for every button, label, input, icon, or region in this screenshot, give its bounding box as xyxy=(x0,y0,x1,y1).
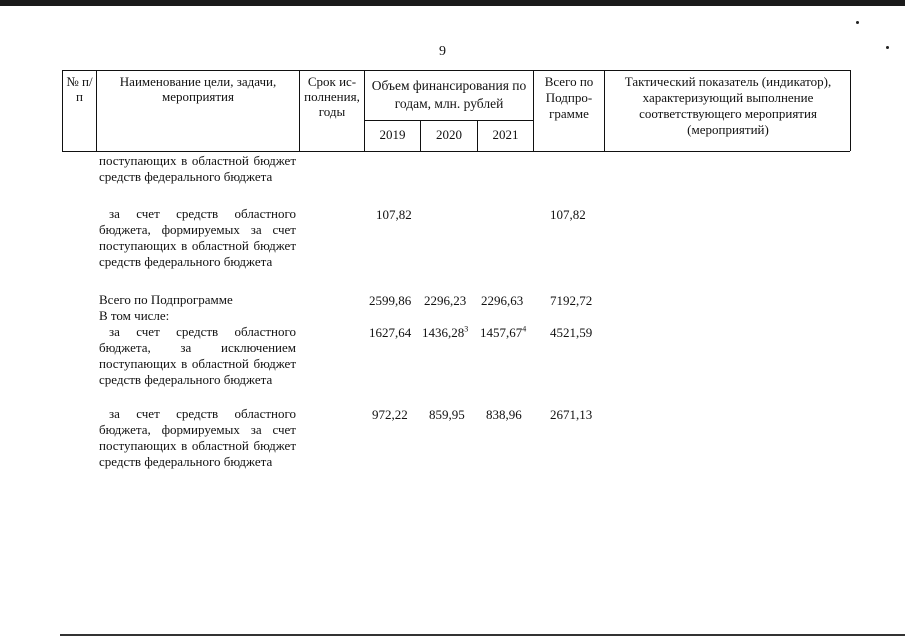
header-year-2019: 2019 xyxy=(379,127,406,142)
value-2021: 2296,63 xyxy=(481,293,524,308)
value-2021: 1457,67$^4$ xyxy=(480,324,527,340)
row-name: поступающих в областной бюджет средств федерального бюджета xyxy=(99,153,296,184)
scan-top-border xyxy=(0,0,905,6)
years-subheader-border xyxy=(364,120,533,121)
header-year-2020: 2020 xyxy=(436,127,462,142)
row-name: за счет средств областного бюджета, за исключением поступающих в областной бюджет средств федерального бюджета xyxy=(99,324,296,387)
header-col-total: Всего по Подпро-грамме xyxy=(544,74,594,121)
scan-speck xyxy=(856,21,859,24)
value-2021: 838,96 xyxy=(486,407,522,422)
value-2020: 1436,28$^3$ xyxy=(422,324,469,340)
table-top-border xyxy=(62,70,850,71)
value-total: 4521,59 xyxy=(550,325,593,340)
value-total: 107,82 xyxy=(550,207,586,222)
table-right-border xyxy=(850,70,851,151)
col-divider xyxy=(604,70,605,151)
header-col-number: № п/п xyxy=(66,74,93,104)
header-col-name: Наименование цели, задачи, мероприятия xyxy=(119,74,277,104)
page-number: 9 xyxy=(439,44,446,59)
col-divider xyxy=(533,70,534,151)
row-name: за счет средств областного бюджета, формируемых за счет поступающих в областной бюджет средств федерального бюджета xyxy=(99,406,296,469)
header-col-funding: Объем финансирования по годам, млн. рублей xyxy=(371,78,527,111)
value-2019: 1627,64 xyxy=(369,325,412,340)
header-year-2021: 2021 xyxy=(492,127,519,142)
row-name: за счет средств областного бюджета, формируемых за счет поступающих в областной бюджет средств федерального бюджета xyxy=(99,206,296,269)
table-header-bottom-border xyxy=(62,151,850,152)
value-total: 2671,13 xyxy=(550,407,593,422)
row-name: В том числе: xyxy=(99,308,170,323)
scan-speck xyxy=(886,46,889,49)
header-col-indicator: Тактический показатель (индикатор), характеризующий выполнение соответствующего мероприятия (мероприятий) xyxy=(624,74,832,137)
value-total: 7192,72 xyxy=(550,293,593,308)
value-2019: 2599,86 xyxy=(369,293,412,308)
scan-bottom-border xyxy=(60,634,905,636)
value-2020: 2296,23 xyxy=(424,293,467,308)
row-name: Всего по Подпрограмме xyxy=(99,292,233,307)
col-divider xyxy=(96,70,97,151)
value-2019: 972,22 xyxy=(372,407,408,422)
header-col-term: Срок ис-полнения, годы xyxy=(304,74,360,119)
value-2020: 859,95 xyxy=(429,407,465,422)
value-2019: 107,82 xyxy=(376,207,412,222)
